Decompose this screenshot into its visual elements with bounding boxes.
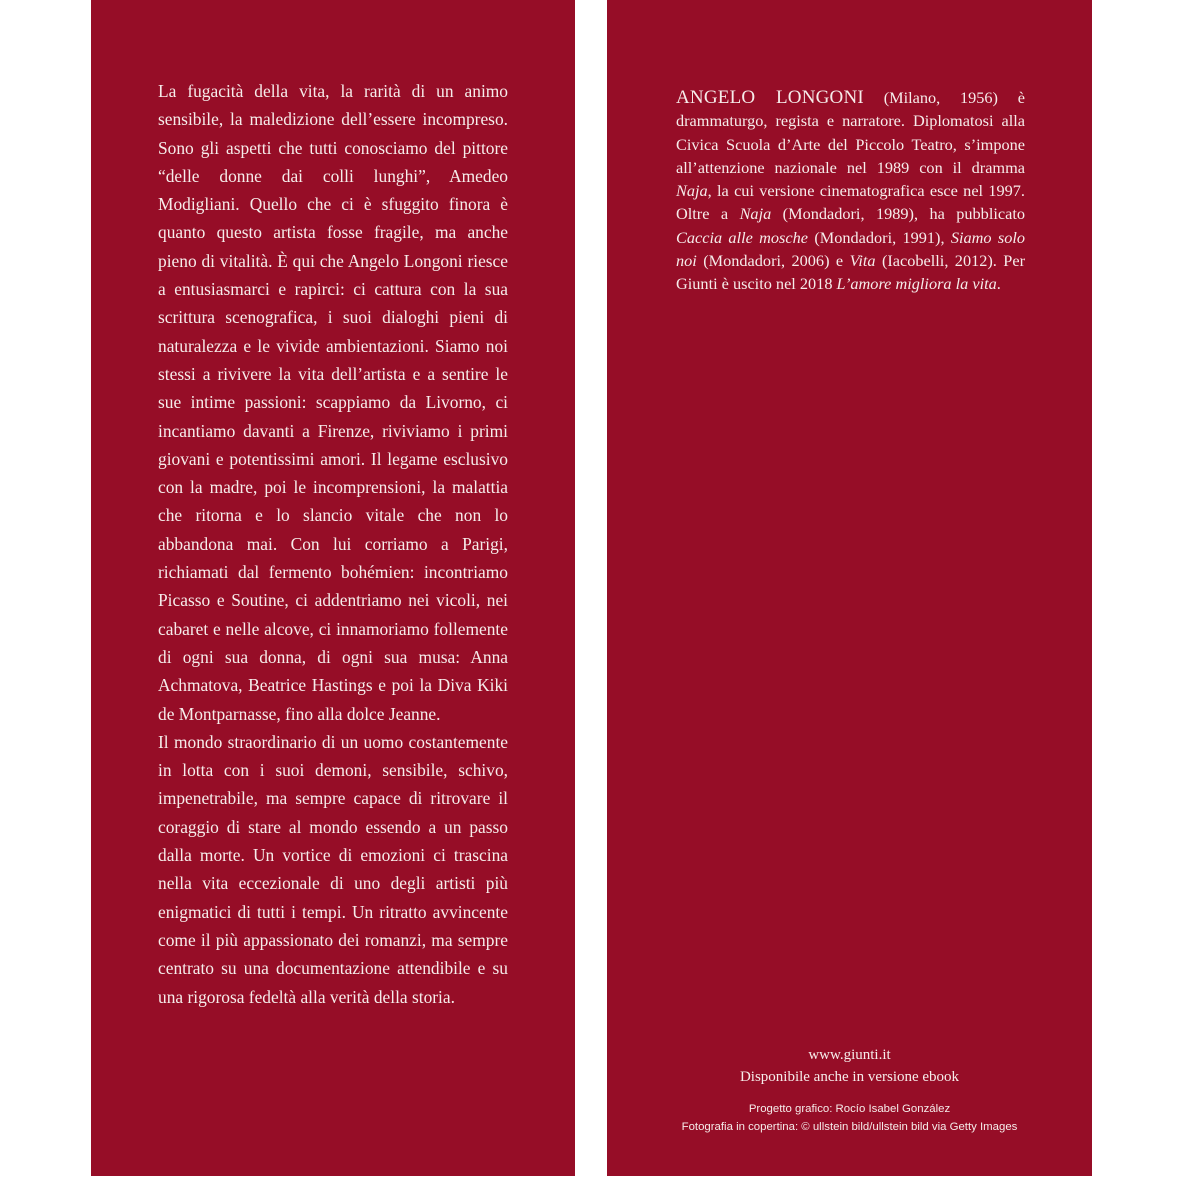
author-bio-paragraph [676, 86, 1025, 296]
bio-title-amore-migliora-la-vita: L’amore migliora la vita [836, 274, 997, 294]
bio-title-caccia-alle-mosche: Caccia alle mosche [676, 227, 808, 247]
back-flap-footer [607, 1044, 1092, 1136]
bio-text: (Iacobelli, 2012). Per Giunti è uscito nel 2018 [676, 251, 1025, 294]
bio-title-naja-2: Naja [739, 204, 772, 224]
synopsis-paragraph: Il mondo straordinario di un uomo costantemente in lotta con i suoi demoni, sensibile, schivo, impenetrabile, ma sempre capace di ritrovare il coraggio di stare al mondo essendo a un passo dalla morte. Un vortice di emozioni ci trascina nella vita eccezionale di uno degli artisti più enigmatici di tutti i tempi. Un ritratto avvincente come il più appassionato dei romanzi, ma sempre centrato su una documentazione attendibile e su una rigorosa fedeltà alla verità della storia. [158, 731, 508, 1007]
author-bio [676, 86, 1025, 296]
bio-text: (Mondadori, 1989), ha pubblicato [771, 204, 1025, 224]
bio-text: (Mondadori, 1991), [808, 227, 951, 247]
credits [607, 1101, 1092, 1136]
synopsis-paragraph: La fugacità della vita, la rarità di un animo sensibile, la maledizione dell’essere incompreso. Sono gli aspetti che tutti conosciamo del pittore “delle donne dai colli lunghi”, Amedeo Modigliani. Quello che ci è sfuggito finora è quanto questo artista fosse fragile, ma anche pieno di vitalità. È qui che Angelo Longoni riesce a entusiasmarci e rapirci: ci cattura con la sua scrittura scenografica, i suoi dialoghi pieni di naturalezza e le vivide ambientazioni. Siamo noi stessi a rivivere la vita dell’artista e a sentire le sue intime passioni: scappiamo da Livorno, ci incantiamo davanti a Firenze, riviviamo i primi giovani e potentissimi amori. Il legame esclusivo con la madre, poi le incomprensioni, la malattia che ritorna e lo slancio vitale che non lo abbandona mai. Con lui corriamo a Parigi, richiamati dal fermento bohémien: incontriamo Picasso e Soutine, ci addentriamo nei vicoli, nei cabaret e nelle alcove, ci innamoriamo follemente di ogni sua donna, di ogni sua musa: Anna Achmatova, Beatrice Hastings e poi la Diva Kiki de Montparnasse, fino alla dolce Jeanne. [158, 81, 508, 724]
bio-title-naja: Naja [676, 181, 708, 201]
bio-text: . [996, 274, 1001, 294]
back-flap [607, 0, 1092, 1176]
author-name: ANGELO LONGONI [676, 87, 864, 108]
publisher-website: www.giunti.it [808, 1047, 891, 1063]
bio-text: (Milano, 1956) è drammaturgo, regista e narratore. Diplomatosi alla Civica Scuola d’Arte del Piccolo Teatro, s’impone all’attenzione nazionale nel 1989 con il dramma [676, 88, 1025, 177]
photo-credit: Fotografia in copertina: © ullstein bild/ullstein bild via Getty Images [681, 1120, 1018, 1133]
ebook-note: Disponibile anche in versione ebook [739, 1069, 960, 1085]
bio-text: (Mondadori, 2006) e [696, 251, 850, 271]
bio-title-siamo-solo-noi: Siamo solo noi [676, 227, 1026, 271]
design-credit: Progetto grafico: Rocío Isabel González [748, 1103, 951, 1115]
bio-title-vita: Vita [849, 251, 876, 271]
synopsis-text [158, 77, 508, 1011]
front-flap [91, 0, 575, 1176]
bio-text: , la cui versione cinematografica esce nel 1997. Oltre a [676, 181, 1025, 224]
